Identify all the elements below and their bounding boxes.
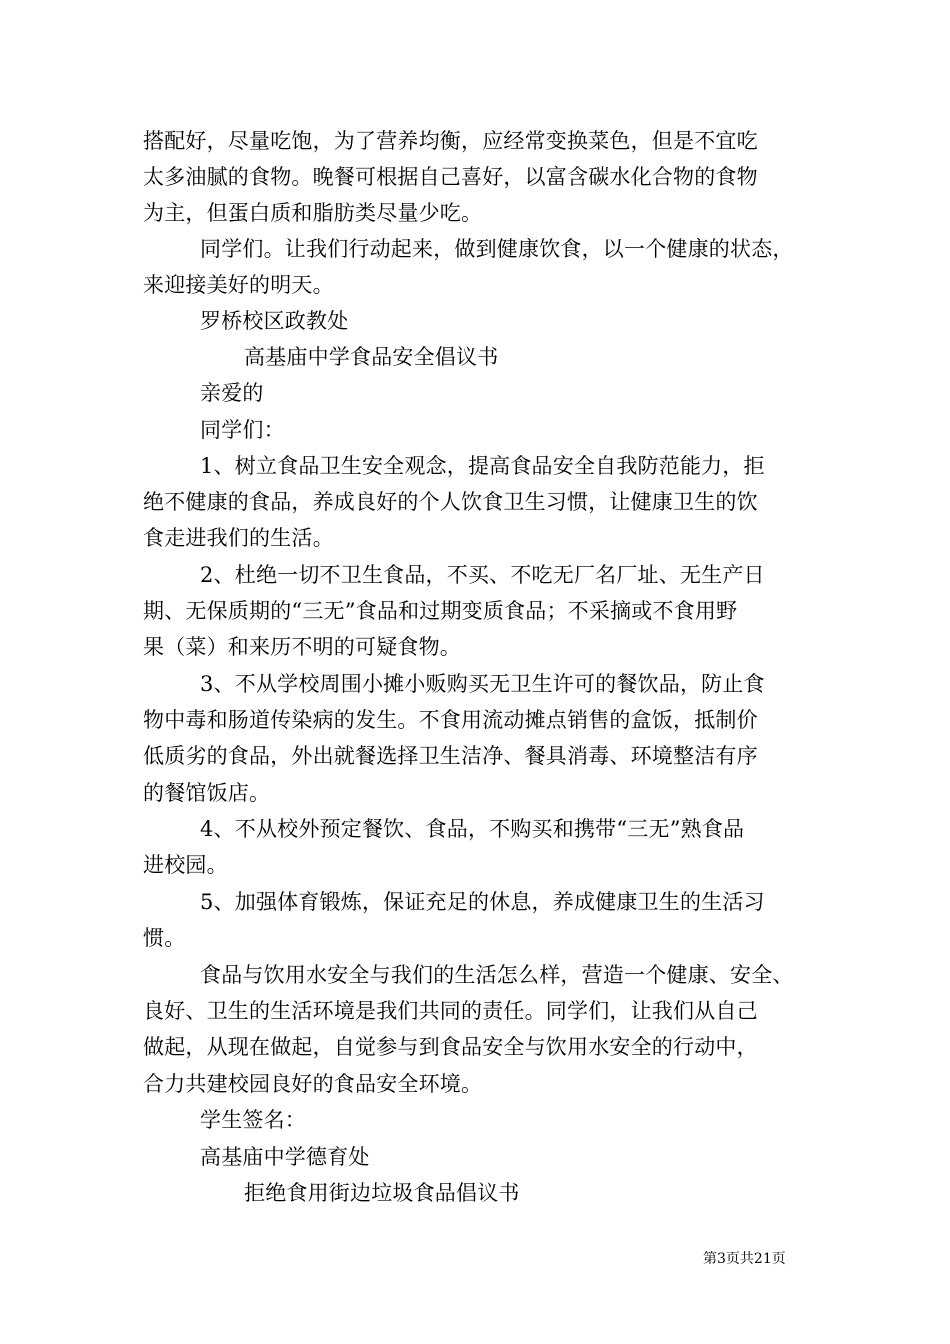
signature-office: 罗桥校区政教处 <box>200 309 349 333</box>
body-line: 物中毒和肠道传染病的发生。不食用流动摊点销售的盒饭，抵制价 <box>143 708 758 732</box>
body-line: 的餐馆饭店。 <box>143 781 271 805</box>
body-line: 良好、卫生的生活环境是我们共同的责任。同学们，让我们从自己 <box>143 999 758 1023</box>
body-line: 惯。 <box>143 926 186 950</box>
signature-label: 学生签名： <box>200 1108 306 1132</box>
body-line: 期、无保质期的“三无”食品和过期变质食品；不采摘或不食用野 <box>143 599 738 623</box>
body-line: 来迎接美好的明天。 <box>143 273 334 297</box>
salutation: 亲爱的 <box>200 381 264 405</box>
section-title: 拒绝食用街边垃圾食品倡议书 <box>244 1181 520 1205</box>
page-number: 第3页共21页 <box>703 1251 786 1267</box>
body-line: 低质劣的食品，外出就餐选择卫生洁净、餐具消毒、环境整洁有序 <box>143 744 758 768</box>
body-line: 2、杜绝一切不卫生食品，不买、不吃无厂名厂址、无生产日 <box>200 563 765 587</box>
body-line: 5、加强体育锻炼，保证充足的休息，养成健康卫生的生活习 <box>200 890 765 914</box>
body-line: 合力共建校园良好的食品安全环境。 <box>143 1072 483 1096</box>
body-line: 做起，从现在做起，自觉参与到食品安全与饮用水安全的行动中， <box>143 1035 758 1059</box>
body-line: 绝不健康的食品，养成良好的个人饮食卫生习惯，让健康卫生的饮 <box>143 490 758 514</box>
body-line: 3、不从学校周围小摊小贩购买无卫生许可的餐饮品，防止食 <box>200 672 765 696</box>
signature-office: 高基庙中学德育处 <box>200 1145 370 1169</box>
section-title: 高基庙中学食品安全倡议书 <box>244 345 499 369</box>
body-line: 1、树立食品卫生安全观念，提高食品安全自我防范能力，拒 <box>200 454 765 478</box>
body-line: 搭配好，尽量吃饱，为了营养均衡，应经常变换菜色，但是不宜吃 <box>143 129 758 153</box>
body-line: 4、不从校外预定餐饮、食品，不购买和携带“三无”熟食品 <box>200 817 745 841</box>
body-line: 食品与饮用水安全与我们的生活怎么样，营造一个健康、安全、 <box>200 963 794 987</box>
body-line: 为主，但蛋白质和脂肪类尽量少吃。 <box>143 201 483 225</box>
body-line: 同学们。让我们行动起来，做到健康饮食，以一个健康的状态， <box>200 237 794 261</box>
body-line: 进校园。 <box>143 853 228 877</box>
body-line: 太多油腻的食物。晚餐可根据自己喜好，以富含碳水化合物的食物 <box>143 165 758 189</box>
body-line: 果（菜）和来历不明的可疑食物。 <box>143 635 461 659</box>
salutation: 同学们： <box>200 418 285 442</box>
body-line: 食走进我们的生活。 <box>143 526 334 550</box>
